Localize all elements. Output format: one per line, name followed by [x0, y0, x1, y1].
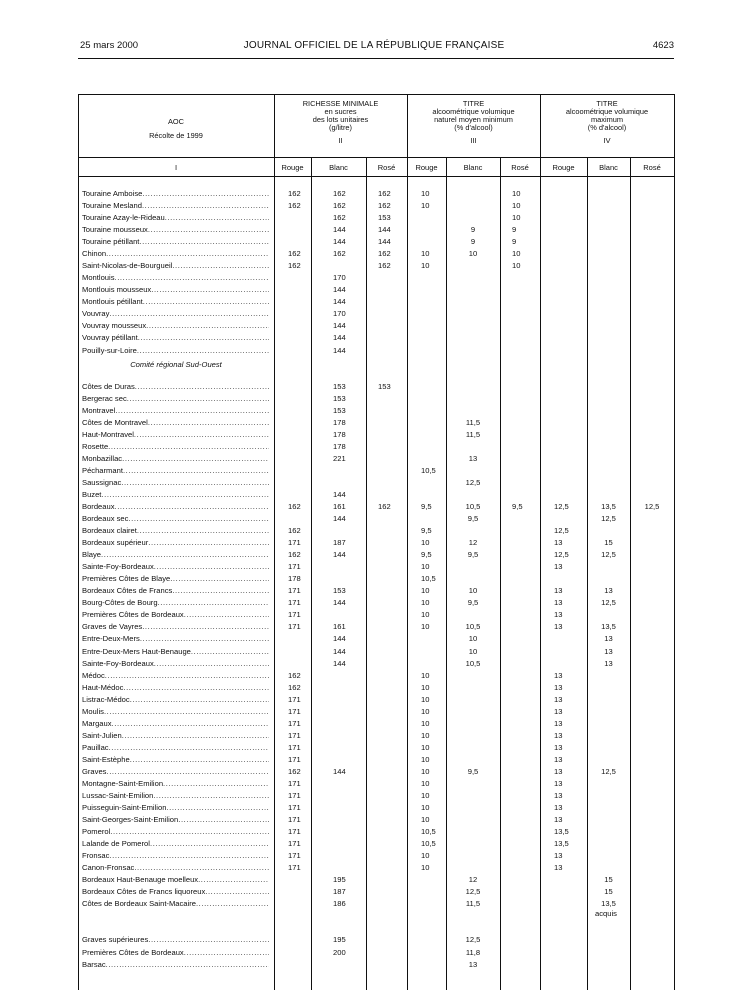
table-cell: 10,5: [465, 502, 481, 511]
table-cell: 162: [288, 526, 301, 535]
table-cell: 162: [288, 201, 301, 210]
table-cell: 9,5: [512, 502, 523, 511]
table-cell: 13: [554, 598, 563, 607]
table-cell: 10,5: [465, 659, 481, 668]
table-cell: 144: [333, 634, 346, 643]
table-cell: 10: [421, 743, 430, 752]
table-cell: 171: [288, 538, 301, 547]
table-cell: 171: [288, 743, 301, 752]
subcol-label: Rouge: [281, 163, 304, 172]
group-header-line: (% d'alcool): [454, 123, 493, 132]
table-cell: 144: [333, 550, 346, 559]
appellation-name: Touraine Amboise .....: [82, 188, 269, 200]
appellation-name: Médoc .....: [82, 670, 269, 682]
appellation-name: Touraine mousseux .....: [82, 224, 269, 236]
table-cell: 162: [378, 249, 391, 258]
appellation-name: Haut-Médoc .....: [82, 682, 269, 694]
group-divider-1: [274, 94, 275, 990]
table-cell: 12,5: [644, 502, 660, 511]
table-cell: 10: [421, 189, 430, 198]
appellation-name: Montlouis .....: [82, 272, 269, 284]
table-cell: 10,5: [421, 839, 436, 848]
table-cell: 13: [554, 767, 563, 776]
appellation-name: Vouvray .....: [82, 308, 269, 320]
table-cell: 171: [288, 827, 301, 836]
table-cell: 144: [333, 647, 346, 656]
appellation-name: Graves de Vayres .....: [82, 621, 269, 633]
group-roman-numeral: III: [470, 136, 477, 145]
appellation-name: Côtes de Bordeaux Saint-Macaire .....: [82, 898, 269, 910]
table-cell: 12,5: [554, 526, 569, 535]
appellation-name: Graves .....: [82, 766, 269, 778]
table-cell: 144: [333, 285, 346, 294]
table-cell: 12,5: [601, 767, 616, 776]
aoc-header-title: AOC: [167, 117, 184, 126]
table-cell: 171: [288, 851, 301, 860]
table-cell: 162: [288, 502, 301, 511]
table-cell: 153: [333, 586, 346, 595]
table-cell: 9,5: [421, 550, 432, 559]
table-cell: 9: [470, 237, 476, 246]
header-page-number: 4623: [652, 40, 674, 51]
table-cell: 10: [421, 815, 430, 824]
table-cell: 144: [333, 333, 346, 342]
subcol-label: Blanc: [463, 163, 483, 172]
table-cell: 10: [421, 598, 430, 607]
appellation-name: Premières Côtes de Bordeaux .....: [82, 947, 269, 959]
table-cell: 171: [288, 622, 301, 631]
table-cell: 10: [421, 249, 430, 258]
table-cell: 13: [554, 707, 563, 716]
header-date: 25 mars 2000: [80, 40, 139, 51]
table-cell: 12,5: [601, 550, 616, 559]
table-cell: 171: [288, 863, 301, 872]
table-cell: 10: [421, 538, 430, 547]
table-cell: 162: [288, 767, 301, 776]
header-rule: [78, 157, 674, 158]
table-cell: 13,5: [601, 622, 616, 631]
table-cell: 161: [333, 622, 346, 631]
table-cell: 10,5: [421, 466, 436, 475]
group-divider-3: [540, 94, 541, 990]
table-cell: 144: [333, 767, 346, 776]
table-cell: 10: [512, 213, 521, 222]
appellation-name: Côtes de Duras .....: [82, 381, 269, 393]
group-header-line: TITRE: [596, 99, 618, 108]
subcol-divider-1: [311, 157, 312, 990]
appellation-name: Bordeaux Côtes de Francs .....: [82, 585, 269, 597]
appellation-name: Bordeaux clairet .....: [82, 525, 269, 537]
appellation-name: Vouvray mousseux .....: [82, 320, 269, 332]
appellation-name: Entre-Deux-Mers Haut-Benauge .....: [82, 646, 269, 658]
appellation-name: Bordeaux sec .....: [82, 513, 269, 525]
appellation-name: Pécharmant .....: [82, 465, 269, 477]
table-cell: 13: [554, 779, 563, 788]
table-cell: 178: [288, 574, 301, 583]
appellation-name: Montagne-Saint-Emilion .....: [82, 778, 269, 790]
table-cell: 144: [333, 237, 346, 246]
group-roman-numeral: IV: [603, 136, 611, 145]
aoc-header-harvest: Récolte de 1999: [149, 131, 203, 140]
appellation-name: Bordeaux supérieur .....: [82, 537, 269, 549]
appellation-name: Lalande de Pomerol .....: [82, 838, 269, 850]
table-cell: 12,5: [465, 887, 481, 896]
group-roman-numeral: II: [338, 136, 343, 145]
table-cell: 144: [333, 225, 346, 234]
appellation-name: Moulis .....: [82, 706, 269, 718]
table-cell: 11,8: [465, 948, 481, 957]
group-header-line: des lots unitaires: [312, 115, 369, 124]
header-title: JOURNAL OFFICIEL DE LA RÉPUBLIQUE FRANÇAISE: [243, 40, 505, 51]
appellation-name: Saint-Georges-Saint-Emilion .....: [82, 814, 269, 826]
group-header-line: maximum: [590, 115, 624, 124]
table-cell: 13: [554, 863, 563, 872]
table-cell: 171: [288, 610, 301, 619]
table-cell: 162: [288, 249, 301, 258]
table-cell: 10: [512, 201, 521, 210]
group-header-line: TITRE: [462, 99, 485, 108]
table-cell: 15: [604, 538, 613, 547]
appellation-name: Vouvray pétillant .....: [82, 332, 269, 344]
subcol-label: Rouge: [552, 163, 575, 172]
section-title: Comité régional Sud-Ouest: [130, 360, 222, 369]
table-cell: 13: [554, 683, 563, 692]
subcol-label: Blanc: [599, 163, 618, 172]
table-cell: 11,5: [465, 418, 481, 427]
table-cell: 162: [333, 249, 346, 258]
table-cell: 153: [333, 394, 346, 403]
table-cell: 195: [333, 935, 346, 944]
table-cell: 162: [378, 201, 391, 210]
appellation-name: Saussignac .....: [82, 477, 269, 489]
appellation-name: Touraine pétillant .....: [82, 236, 269, 248]
table-cell: 162: [378, 189, 391, 198]
appellation-name: Touraine Mesland .....: [82, 200, 269, 212]
table-cell: 12,5: [465, 478, 481, 487]
table-cell: 221: [333, 454, 346, 463]
table-cell: 171: [288, 586, 301, 595]
appellation-name: Bordeaux Haut-Benauge moelleux .....: [82, 874, 269, 886]
table-cell: 10: [512, 261, 521, 270]
table-cell: 13: [554, 538, 563, 547]
appellation-name: Buzet .....: [82, 489, 269, 501]
table-cell: 171: [288, 719, 301, 728]
table-cell: 10: [468, 586, 478, 595]
table-cell: 144: [333, 514, 346, 523]
table-cell: 195: [333, 875, 346, 884]
table-cell: 13: [554, 791, 563, 800]
table-cell: 153: [333, 382, 346, 391]
subcol-divider-4: [500, 157, 501, 990]
table-cell: 162: [288, 261, 301, 270]
table-cell: 162: [333, 189, 346, 198]
table-cell: 10: [512, 249, 521, 258]
table-cell: 144: [333, 297, 346, 306]
table-cell: 178: [333, 418, 346, 427]
table-cell: 10,5: [465, 622, 481, 631]
table-cell: 13: [604, 634, 613, 643]
subcol-divider-3: [446, 157, 447, 990]
subcol-label: Rosé: [643, 163, 661, 172]
table-right-border: [674, 94, 675, 990]
subcol-label: Rosé: [377, 163, 396, 172]
appellation-name: Pauillac .....: [82, 742, 269, 754]
table-cell: 13: [468, 960, 478, 969]
table-cell: 153: [333, 406, 346, 415]
table-cell: 10: [421, 261, 430, 270]
subheader-rule: [78, 176, 674, 177]
appellation-name: Saint-Estèphe .....: [82, 754, 269, 766]
table-cell: 9,5: [467, 767, 479, 776]
table-cell: 13: [554, 586, 563, 595]
table-cell: 171: [288, 803, 301, 812]
table-cell: 171: [288, 839, 301, 848]
appellation-name: Pomerol .....: [82, 826, 269, 838]
table-cell: 13: [554, 671, 563, 680]
table-cell: 10: [421, 731, 430, 740]
table-cell: 171: [288, 755, 301, 764]
table-cell: 10: [421, 719, 430, 728]
appellation-name: Canon-Fronsac .....: [82, 862, 269, 874]
appellation-name: Graves supérieures .....: [82, 934, 269, 946]
group-header-line: en sucres: [324, 107, 357, 116]
table-cell: 10: [468, 249, 478, 258]
header-rule: [78, 58, 674, 59]
appellation-name: Chinon .....: [82, 248, 269, 260]
table-cell: 144: [333, 598, 346, 607]
table-cell: 9: [512, 237, 517, 246]
table-cell: 13: [554, 743, 563, 752]
appellation-name: Bergerac sec .....: [82, 393, 269, 405]
table-cell: 153: [378, 213, 391, 222]
table-cell: 12,5: [601, 514, 616, 523]
table-cell: 13,5: [601, 502, 616, 511]
table-cell: 10: [421, 863, 430, 872]
table-cell: 12,5: [554, 550, 569, 559]
appellation-name: Montlouis mousseux .....: [82, 284, 269, 296]
appellation-name: Haut-Montravel .....: [82, 429, 269, 441]
table-cell: 162: [333, 201, 346, 210]
table-cell: 10: [421, 767, 430, 776]
table-cell: 171: [288, 695, 301, 704]
table-cell: 13: [554, 803, 563, 812]
table-cell: 10: [468, 634, 478, 643]
table-cell: 171: [288, 779, 301, 788]
table-cell: 162: [288, 189, 301, 198]
table-cell: 11,5: [465, 430, 481, 439]
table-cell: 9: [512, 225, 517, 234]
group-header-line: (% d'alcool): [587, 123, 627, 132]
table-cell: 162: [288, 671, 301, 680]
appellation-name: Premières Côtes de Blaye .....: [82, 573, 269, 585]
group-header-line: alcoométrique volumique: [432, 107, 515, 116]
table-cell: 12: [468, 875, 478, 884]
table-cell: 10: [421, 851, 430, 860]
appellation-name: Bordeaux .....: [82, 501, 269, 513]
appellation-name: Listrac-Médoc .....: [82, 694, 269, 706]
appellation-name: Premières Côtes de Bordeaux .....: [82, 609, 269, 621]
group-header-line: RICHESSE MINIMALE: [302, 99, 379, 108]
appellation-name: Blaye .....: [82, 549, 269, 561]
table-cell: 10: [421, 803, 430, 812]
table-cell: 10: [421, 586, 430, 595]
subcol-divider-6: [630, 157, 631, 990]
table-cell: 171: [288, 598, 301, 607]
table-cell: 9: [470, 225, 476, 234]
table-cell: 13: [554, 695, 563, 704]
table-cell: 13: [554, 731, 563, 740]
col-number-I: I: [174, 163, 178, 172]
table-cell: 10,5: [421, 827, 436, 836]
table-cell: 12: [468, 538, 478, 547]
group-header-line: alcoométrique volumique: [565, 107, 649, 116]
table-cell: 10: [421, 779, 430, 788]
table-cell: 10: [421, 791, 430, 800]
table-cell: 9,5: [421, 526, 432, 535]
group-divider-2: [407, 94, 408, 990]
table-cell: 200: [333, 948, 346, 957]
table-cell: 10: [421, 755, 430, 764]
table-cell: 144: [333, 490, 346, 499]
table-cell: 171: [288, 815, 301, 824]
table-cell: 144: [333, 321, 346, 330]
table-cell: 187: [333, 887, 346, 896]
appellation-name: Touraine Azay-le-Rideau .....: [82, 212, 269, 224]
cell-note: acquis: [595, 909, 617, 918]
appellation-name: Côtes de Montravel .....: [82, 417, 269, 429]
table-cell: 162: [378, 502, 391, 511]
table-cell: 13: [554, 622, 563, 631]
subcol-label: Blanc: [329, 163, 348, 172]
table-cell: 13: [554, 755, 563, 764]
table-cell: 10,5: [421, 574, 436, 583]
table-cell: 15: [604, 887, 613, 896]
table-cell: 13,5: [601, 899, 616, 908]
appellation-name: Montlouis pétillant .....: [82, 296, 269, 308]
table-cell: 13: [604, 647, 613, 656]
table-cell: 9,5: [421, 502, 432, 511]
table-cell: 153: [378, 382, 391, 391]
table-cell: 178: [333, 430, 346, 439]
table-cell: 162: [333, 213, 346, 222]
table-cell: 10: [421, 707, 430, 716]
appellation-name: Barsac .....: [82, 959, 269, 971]
table-cell: 13: [468, 454, 478, 463]
table-cell: 12,5: [554, 502, 569, 511]
table-cell: 10: [421, 695, 430, 704]
table-cell: 13: [554, 610, 563, 619]
table-cell: 10: [421, 562, 430, 571]
table-cell: 13: [604, 586, 613, 595]
appellation-name: Entre-Deux-Mers .....: [82, 633, 269, 645]
table-cell: 171: [288, 791, 301, 800]
table-cell: 10: [468, 647, 478, 656]
table-cell: 9,5: [467, 598, 479, 607]
table-left-border: [78, 94, 79, 990]
table-cell: 11,5: [465, 899, 481, 908]
table-cell: 12,5: [465, 935, 481, 944]
table-cell: 144: [333, 346, 346, 355]
appellation-name: Margaux .....: [82, 718, 269, 730]
appellation-name: Monbazillac .....: [82, 453, 269, 465]
table-cell: 187: [333, 538, 346, 547]
appellation-name: Saint-Julien .....: [82, 730, 269, 742]
table-cell: 13: [554, 851, 563, 860]
table-cell: 10: [421, 201, 430, 210]
appellation-name: Lussac-Saint-Emilion .....: [82, 790, 269, 802]
table-cell: 13: [554, 562, 563, 571]
table-cell: 15: [604, 875, 613, 884]
appellation-name: Fronsac .....: [82, 850, 269, 862]
table-cell: 144: [378, 237, 391, 246]
table-cell: 13: [604, 659, 613, 668]
table-cell: 171: [288, 562, 301, 571]
appellation-name: Rosette .....: [82, 441, 269, 453]
table-cell: 171: [288, 707, 301, 716]
table-cell: 162: [288, 683, 301, 692]
subcol-label: Rouge: [415, 163, 438, 172]
table-cell: 171: [288, 731, 301, 740]
table-cell: 10: [421, 683, 430, 692]
appellation-name: Pouilly-sur-Loire .....: [82, 345, 269, 357]
table-cell: 162: [378, 261, 391, 270]
table-cell: 144: [378, 225, 391, 234]
table-cell: 178: [333, 442, 346, 451]
table-cell: 170: [333, 273, 346, 282]
table-cell: 13: [554, 815, 563, 824]
table-cell: 161: [333, 502, 346, 511]
appellation-name: Montravel .....: [82, 405, 269, 417]
table-cell: 9,5: [467, 514, 479, 523]
appellation-name: Puisseguin-Saint-Emilion .....: [82, 802, 269, 814]
subcol-label: Rosé: [511, 163, 529, 172]
appellation-name: Sainte-Foy-Bordeaux .....: [82, 658, 269, 670]
appellation-name: Bordeaux Côtes de Francs liquoreux .....: [82, 886, 269, 898]
table-cell: 162: [288, 550, 301, 559]
appellation-name: Bourg-Côtes de Bourg .....: [82, 597, 269, 609]
table-cell: 13: [554, 719, 563, 728]
table-cell: 144: [333, 659, 346, 668]
table-cell: 170: [333, 309, 346, 318]
appellation-name: Saint-Nicolas-de-Bourgueil .....: [82, 260, 269, 272]
table-cell: 9,5: [467, 550, 479, 559]
table-cell: 10: [421, 622, 430, 631]
table-cell: 10: [421, 671, 430, 680]
table-cell: 186: [333, 899, 346, 908]
group-header-line: (g/litre): [329, 123, 352, 132]
table-cell: 10: [421, 610, 430, 619]
subcol-divider-2: [366, 157, 367, 990]
subcol-divider-5: [587, 157, 588, 990]
table-cell: 12,5: [601, 598, 616, 607]
group-header-line: naturel moyen minimum: [434, 115, 513, 124]
table-cell: 13,5: [554, 839, 569, 848]
table-cell: 10: [512, 189, 521, 198]
table-top-border: [78, 94, 674, 95]
table-cell: 13,5: [554, 827, 569, 836]
appellation-name: Sainte-Foy-Bordeaux .....: [82, 561, 269, 573]
